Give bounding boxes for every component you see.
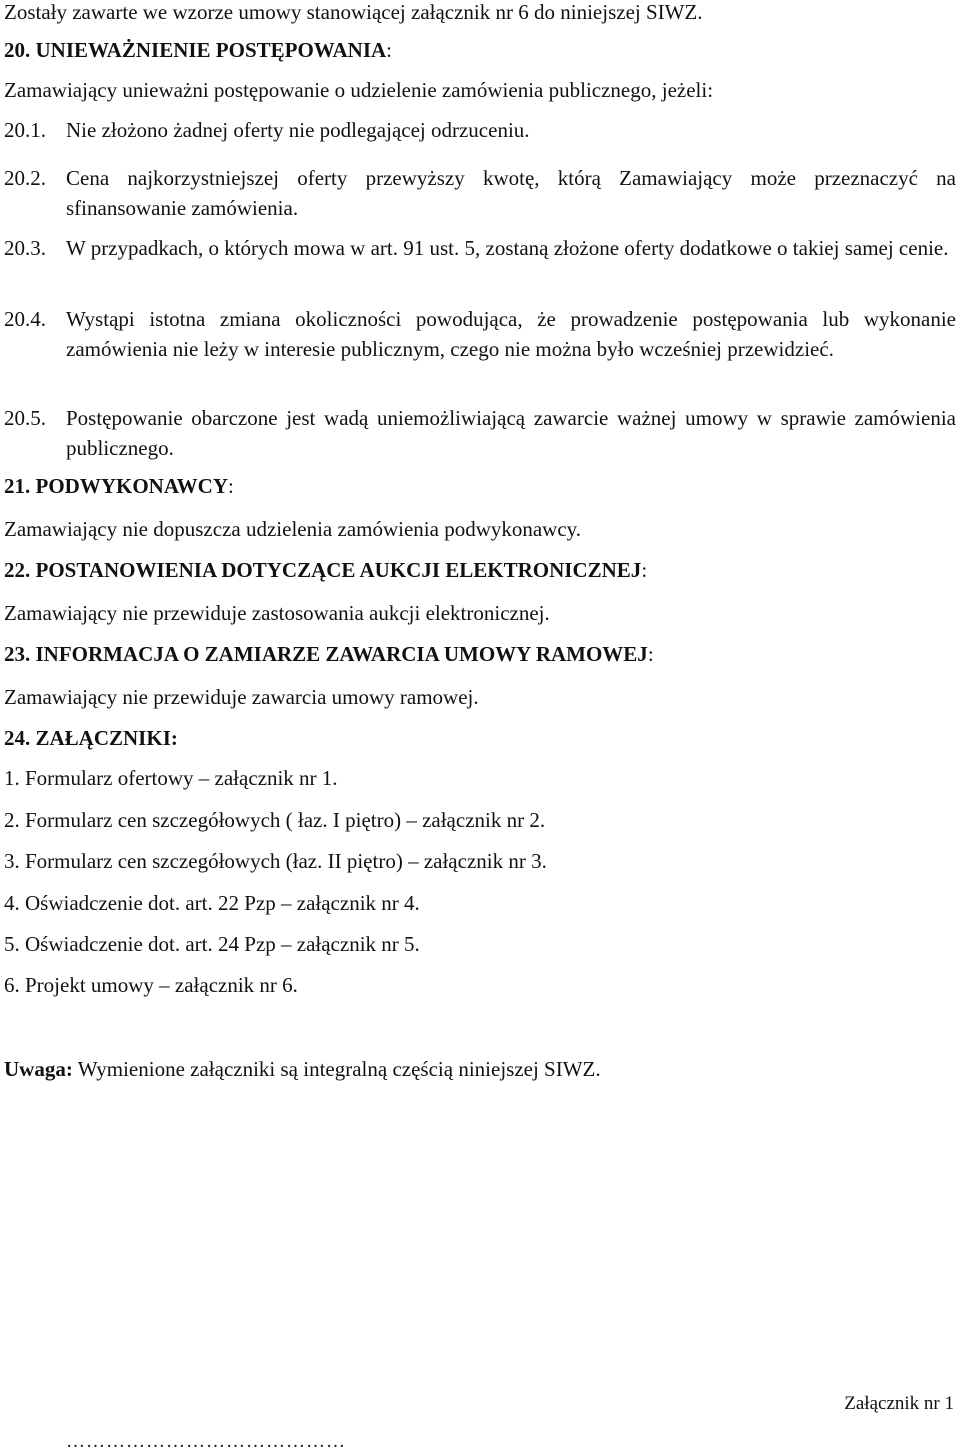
note-label: Uwaga: (4, 1057, 73, 1081)
note-text: Wymienione załączniki są integralną częścią niniejszej SIWZ. (72, 1057, 601, 1081)
section-21-number: 21. (4, 474, 31, 498)
section-22-colon: : (641, 558, 648, 582)
item-20-3-text: W przypadkach, o których mowa w art. 91 ust. 5, zostaną złożone oferty dodatkowe o takiej samej cenie. (66, 236, 949, 260)
section-24-title: ZAŁĄCZNIKI: (35, 726, 178, 750)
attachment-item: 5. Oświadczenie dot. art. 24 Pzp – załącznik nr 5. (4, 932, 420, 956)
item-20-4-number: 20.4. (4, 307, 46, 331)
item-20-1-text: Nie złożono żadnej oferty nie podlegającej odrzuceniu. (66, 118, 530, 142)
attachment-item: 2. Formularz cen szczegółowych ( łaz. I piętro) – załącznik nr 2. (4, 808, 546, 832)
attachment-number-label: Załącznik nr 1 (844, 1393, 954, 1414)
item-20-4-text: Wystąpi istotna zmiana okoliczności powodująca, że prowadzenie postępowania lub wykonanie zamówienia nie leży w interesie publicznym, czego nie można było wcześniej przewidzieć. (66, 307, 956, 361)
signature-dots: …………………………………… (66, 1431, 346, 1452)
section-23-text: Zamawiający nie przewiduje zawarcia umowy ramowej. (4, 685, 479, 709)
section-23-title: INFORMACJA O ZAMIARZE ZAWARCIA UMOWY RAMOWEJ (35, 642, 648, 666)
section-20-title: UNIEWAŻNIENIE POSTĘPOWANIA (35, 38, 387, 62)
item-20-3-number: 20.3. (4, 236, 46, 260)
item-20-5-number: 20.5. (4, 406, 46, 430)
attachment-item: 3. Formularz cen szczegółowych (łaz. II piętro) – załącznik nr 3. (4, 849, 547, 873)
note (4, 1057, 601, 1081)
section-21-colon: : (228, 474, 234, 498)
section-20-lead: Zamawiający unieważni postępowanie o udzielenie zamówienia publicznego, jeżeli: (4, 78, 714, 102)
section-22-text: Zamawiający nie przewiduje zastosowania aukcji elektronicznej. (4, 601, 550, 625)
attachment-item: 1. Formularz ofertowy – załącznik nr 1. (4, 766, 338, 790)
section-21-heading (4, 474, 234, 498)
section-22-number: 22. (4, 558, 31, 582)
section-20-heading (4, 38, 392, 62)
attachment-item: 4. Oświadczenie dot. art. 22 Pzp – załącznik nr 4. (4, 891, 420, 915)
item-20-2-text: Cena najkorzystniejszej oferty przewyższy kwotę, którą Zamawiający może przeznaczyć na sfinansowanie zamówienia. (66, 166, 956, 220)
section-24-number: 24. (4, 726, 31, 750)
section-20-colon: : (386, 38, 392, 62)
section-23-colon: : (647, 642, 654, 666)
section-23-number: 23. (4, 642, 31, 666)
section-24-heading (4, 726, 178, 750)
item-20-5-text: Postępowanie obarczone jest wadą uniemożliwiającą zawarcie ważnej umowy w sprawie zamówienia publicznego. (66, 406, 956, 460)
section-20-number: 20. (4, 38, 31, 62)
section-22-heading (4, 558, 647, 582)
section-21-text: Zamawiający nie dopuszcza udzielenia zamówienia podwykonawcy. (4, 517, 582, 541)
intro-text: Zostały zawarte we wzorze umowy stanowiącej załącznik nr 6 do niniejszej SIWZ. (4, 0, 703, 24)
attachment-item: 6. Projekt umowy – załącznik nr 6. (4, 973, 298, 997)
section-21-title: PODWYKONAWCY (35, 474, 228, 498)
section-22-title: POSTANOWIENIA DOTYCZĄCE AUKCJI ELEKTRONICZNEJ (35, 558, 642, 582)
section-23-heading (4, 642, 654, 666)
item-20-1-number: 20.1. (4, 118, 46, 142)
item-20-2-number: 20.2. (4, 166, 46, 190)
